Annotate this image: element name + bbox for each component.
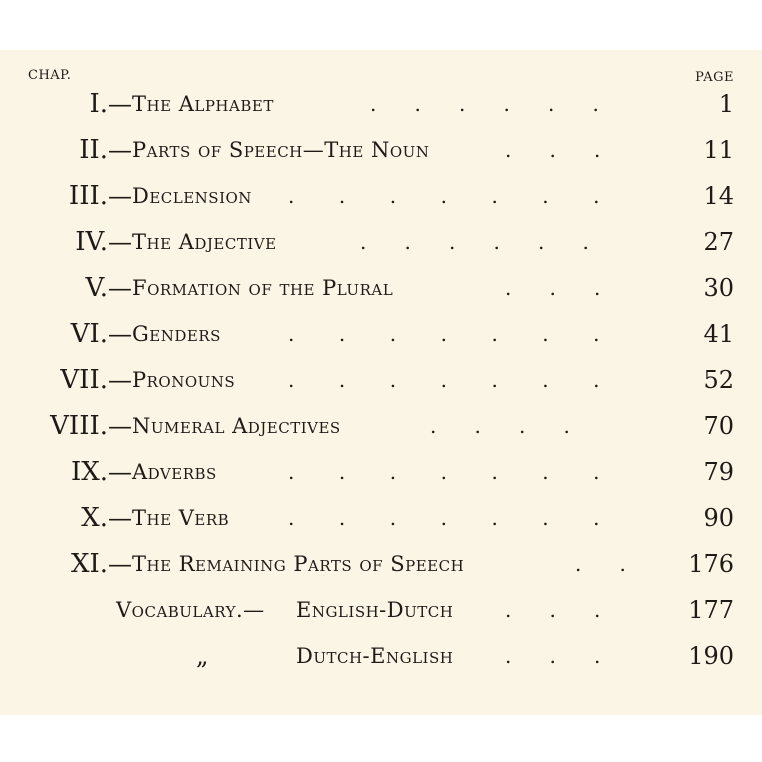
chapter-number: X. (81, 503, 108, 533)
toc-entry: IV. — The Adjective . . . . . . 27 (0, 222, 762, 262)
chapter-number: III. (68, 181, 108, 211)
chapter-number: II. (79, 135, 108, 165)
chapter-number: IX. (70, 457, 108, 487)
chapter-title: The Verb (132, 506, 230, 530)
page-number: 190 (688, 642, 734, 670)
page-number: 1 (718, 90, 734, 118)
vocabulary-entry: Vocabulary.— English-Dutch . . . 177 (0, 590, 762, 630)
toc-entry: IX. — Adverbs . . . . . . . 79 (0, 452, 762, 492)
vocabulary-title: English-Dutch (296, 598, 454, 622)
chapter-title: Pronouns (132, 368, 236, 392)
vocabulary-prefix: Vocabulary.— (116, 598, 265, 622)
chap-header: CHAP. (28, 68, 72, 83)
page-number: 14 (703, 182, 734, 210)
toc-entry: XI. — The Remaining Parts of Speech . . 176 (0, 544, 762, 584)
chapter-number: XI. (70, 549, 108, 579)
toc-entry: X. — The Verb . . . . . . . 90 (0, 498, 762, 538)
chapter-title: The Alphabet (132, 92, 274, 116)
vocabulary-entry: „ Dutch-English . . . 190 (0, 636, 762, 676)
page-number: 79 (703, 458, 734, 486)
toc-entry: VII. — Pronouns . . . . . . . 52 (0, 360, 762, 400)
page-header: PAGE (695, 70, 734, 85)
page-number: 70 (703, 412, 734, 440)
chapter-number: VIII. (50, 411, 108, 441)
page-number: 90 (703, 504, 734, 532)
chapter-title: Numeral Adjectives (132, 414, 341, 438)
page-number: 52 (703, 366, 734, 394)
chapter-title: Genders (132, 322, 221, 346)
chapter-title: Formation of the Plural (132, 276, 394, 300)
chapter-title: Parts of Speech—The Noun (132, 138, 430, 162)
page-number: 177 (688, 596, 734, 624)
chapter-number: V. (85, 273, 108, 303)
toc-entry: II. — Parts of Speech—The Noun . . . 11 (0, 130, 762, 170)
toc-entry: III. — Declension . . . . . . . 14 (0, 176, 762, 216)
page-number: 41 (703, 320, 734, 348)
chapter-number: VII. (60, 365, 108, 395)
chapter-title: The Remaining Parts of Speech (132, 552, 465, 576)
toc-entry: I. — The Alphabet . . . . . . 1 (0, 84, 762, 124)
chapter-title: Declension (132, 184, 252, 208)
page-number: 176 (688, 550, 734, 578)
chapter-number: I. (89, 89, 108, 119)
page-number: 27 (703, 228, 734, 256)
page-number: 11 (703, 136, 734, 164)
chapter-number: IV. (75, 227, 108, 257)
vocabulary-title: Dutch-English (296, 644, 454, 668)
page-number: 30 (703, 274, 734, 302)
contents-page (0, 50, 762, 715)
ditto-mark: „ (196, 642, 209, 670)
toc-entry: V. — Formation of the Plural . . . 30 (0, 268, 762, 308)
chapter-number: VI. (70, 319, 108, 349)
chapter-title: The Adjective (132, 230, 277, 254)
toc-entry: VIII. — Numeral Adjectives . . . . 70 (0, 406, 762, 446)
toc-entry: VI. — Genders . . . . . . . 41 (0, 314, 762, 354)
chapter-title: Adverbs (132, 460, 217, 484)
